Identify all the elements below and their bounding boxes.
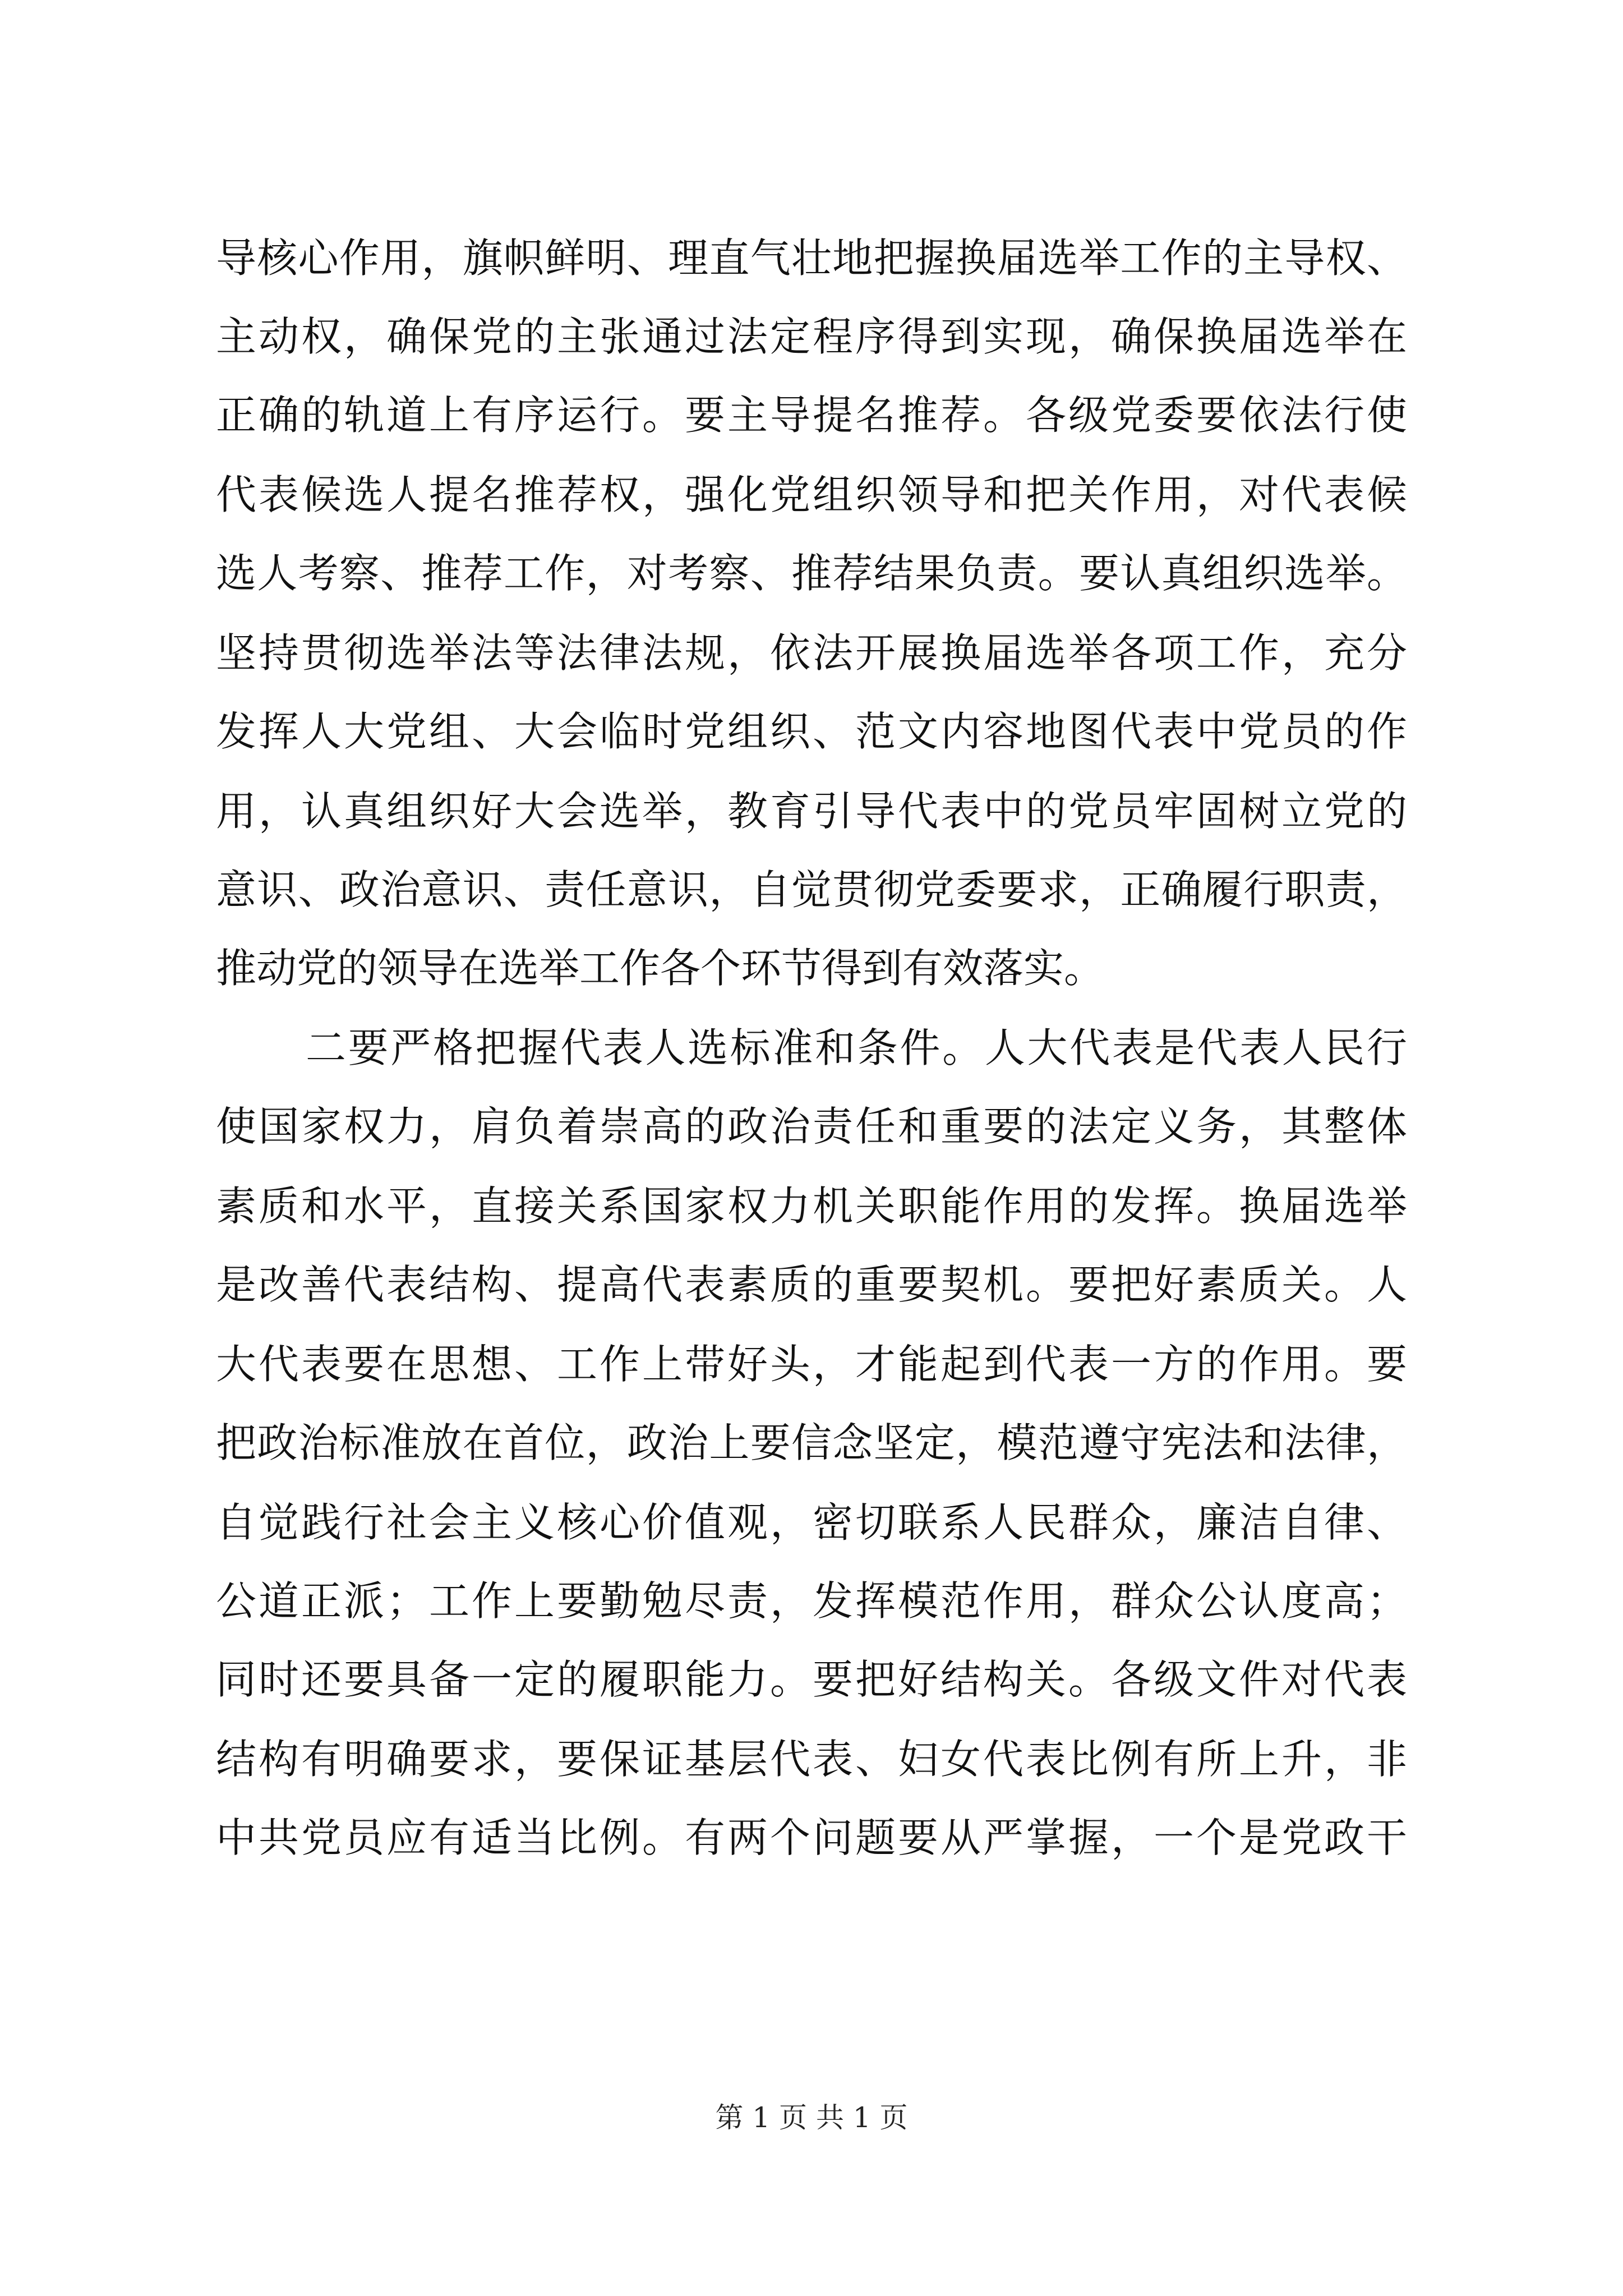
body-line-4: 代表候选人提名推荐权，强化党组织领导和把关作用，对代表候 [216, 471, 1407, 518]
body-line-12: 使国家权力，肩负着崇高的政治责任和重要的法定义务，其整体 [216, 1103, 1407, 1150]
body-line-17: 自觉践行社会主义核心价值观，密切联系人民群众，廉洁自律、 [216, 1499, 1407, 1546]
body-line-6: 坚持贯彻选举法等法律法规，依法开展换届选举各项工作，充分 [216, 629, 1407, 677]
body-line-8: 用，认真组织好大会选举，教育引导代表中的党员牢固树立党的 [216, 788, 1407, 835]
body-line-1: 导核心作用，旗帜鲜明、理直气壮地把握换届选举工作的主导权、 [216, 234, 1407, 282]
body-line-5: 选人考察、推荐工作，对考察、推荐结果负责。要认真组织选举。 [216, 550, 1407, 597]
body-line-2: 主动权，确保党的主张通过法定程序得到实现，确保换届选举在 [216, 313, 1407, 360]
body-line-18: 公道正派；工作上要勤勉尽责，发挥模范作用，群众公认度高； [216, 1577, 1407, 1625]
body-line-21: 中共党员应有适当比例。有两个问题要从严掌握，一个是党政干 [216, 1814, 1407, 1861]
body-line-14: 是改善代表结构、提高代表素质的重要契机。要把好素质关。人 [216, 1261, 1407, 1308]
body-line-15: 大代表要在思想、工作上带好头，才能起到代表一方的作用。要 [216, 1341, 1407, 1388]
page-footer: 第 1 页 共 1 页 [715, 2101, 908, 2134]
body-line-9: 意识、政治意识、责任意识，自觉贯彻党委要求，正确履行职责， [216, 866, 1407, 913]
body-line-20: 结构有明确要求，要保证基层代表、妇女代表比例有所上升，非 [216, 1736, 1407, 1783]
body-line-19: 同时还要具备一定的履职能力。要把好结构关。各级文件对代表 [216, 1656, 1407, 1703]
body-line-3: 正确的轨道上有序运行。要主导提名推荐。各级党委要依法行使 [216, 392, 1407, 439]
body-line-7: 发挥人大党组、大会临时党组织、范文内容地图代表中党员的作 [216, 708, 1407, 755]
body-line-10: 推动党的领导在选举工作各个环节得到有效落实。 [216, 945, 1105, 992]
body-line-16: 把政治标准放在首位，政治上要信念坚定，模范遵守宪法和法律， [216, 1419, 1407, 1466]
body-line-13: 素质和水平，直接关系国家权力机关职能作用的发挥。换届选举 [216, 1182, 1407, 1230]
paragraph-2-first-line: 二要严格把握代表人选标准和条件。人大代表是代表人民行 [306, 1024, 1407, 1071]
